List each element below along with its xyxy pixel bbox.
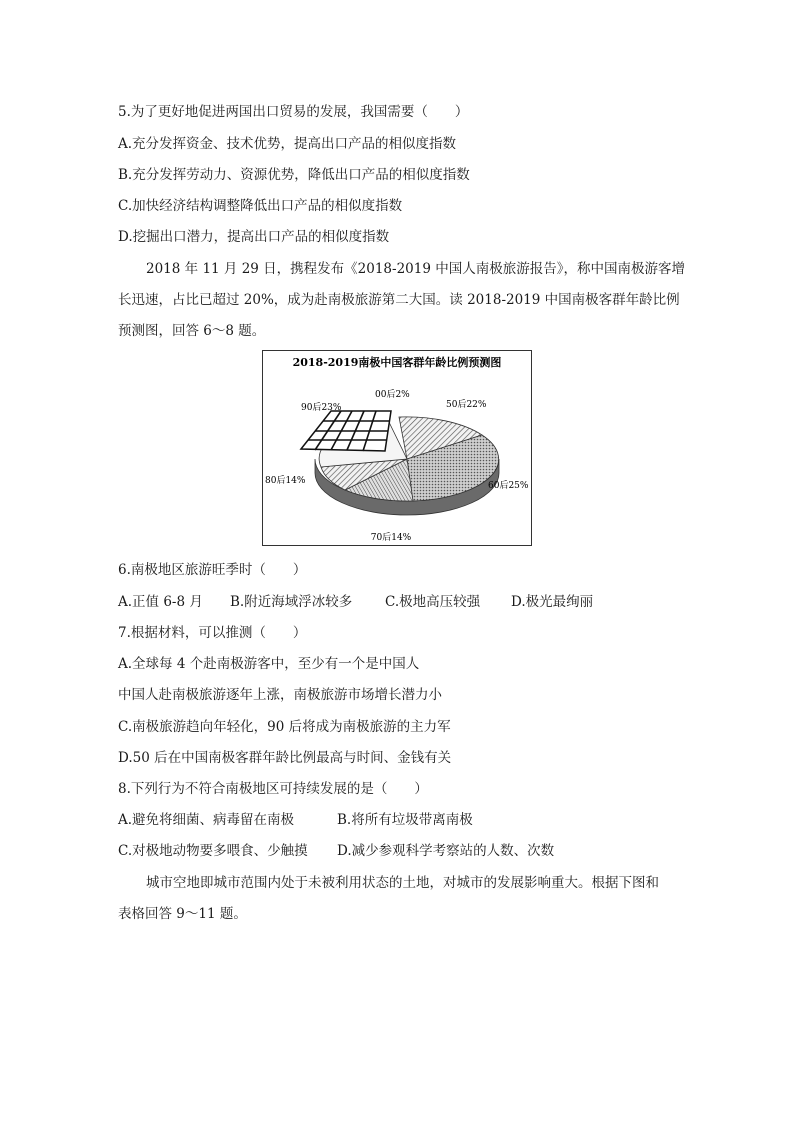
q5-option-c: C.加快经济结构调整降低出口产品的相似度指数 <box>118 198 403 214</box>
pie-chart-frame <box>262 350 532 546</box>
chart-title: 2018-2019南极中国客群年龄比例预测图 <box>292 356 502 369</box>
label-60s: 60后25% <box>488 481 529 491</box>
q8-options-row1 <box>118 810 678 830</box>
slice-90s <box>301 411 391 451</box>
passage1-line2: 长迅速，占比已超过 20%，成为赴南极旅游第二大国。读 2018-2019 中国南极客群年龄比例 <box>118 292 680 308</box>
q7-option-c: C.南极旅游趋向年轻化，90 后将成为南极旅游的主力军 <box>118 719 451 735</box>
q7-option-a: A.全球每 4 个赴南极游客中，至少有一个是中国人 <box>118 656 420 672</box>
q6-options <box>118 592 678 612</box>
q7-option-d: D.50 后在中国南极客群年龄比例最高与时间、金钱有关 <box>118 750 452 766</box>
q8-stem: 8.下列行为不符合南极地区可持续发展的是（ ） <box>118 781 428 797</box>
q8-option-b: B.将所有垃圾带离南极 <box>337 812 473 828</box>
q6-option-a: A.正值 6-8 月 <box>118 594 203 610</box>
q8-option-a: A.避免将细菌、病毒留在南极 <box>118 812 295 828</box>
label-80s: 80后14% <box>265 476 306 486</box>
q5-option-a: A.充分发挥资金、技术优势，提高出口产品的相似度指数 <box>118 136 457 152</box>
label-50s: 50后22% <box>446 400 487 410</box>
passage2-line1: 城市空地即城市范围内处于未被利用状态的土地，对城市的发展影响重大。根据下图和 <box>146 875 659 891</box>
pie-chart <box>263 351 530 544</box>
q8-option-c: C.对极地动物要多喂食、少触摸 <box>118 843 308 859</box>
q5-stem: 5.为了更好地促进两国出口贸易的发展，我国需要（ ） <box>118 104 469 120</box>
label-00s: 00后2% <box>375 390 410 400</box>
q5-option-d: D.挖掘出口潜力，提高出口产品的相似度指数 <box>118 229 390 245</box>
q8-option-d: D.减少参观科学考察站的人数、次数 <box>337 843 555 859</box>
q6-option-d: D.极光最绚丽 <box>511 594 594 610</box>
q7-stem: 7.根据材料，可以推测（ ） <box>118 625 307 641</box>
label-70s: 70后14% <box>370 533 412 543</box>
q5-option-b: B.充分发挥劳动力、资源优势，降低出口产品的相似度指数 <box>118 167 470 183</box>
passage1-line1: 2018 年 11 月 29 日，携程发布《2018-2019 中国人南极旅游报告》，称中国南极游客增 <box>146 261 685 277</box>
q6-option-c: C.极地高压较强 <box>385 594 481 610</box>
q6-stem: 6.南极地区旅游旺季时（ ） <box>118 562 307 578</box>
q7-option-b: 中国人赴南极旅游逐年上涨，南极旅游市场增长潜力小 <box>118 687 442 703</box>
label-90s: 90后23% <box>301 403 342 413</box>
q8-options-row2 <box>118 841 678 861</box>
q6-option-b: B.附近海域浮冰较多 <box>230 594 353 610</box>
passage1-line3: 预测图，回答 6～8 题。 <box>118 323 266 339</box>
passage2-line2: 表格回答 9～11 题。 <box>118 906 247 922</box>
